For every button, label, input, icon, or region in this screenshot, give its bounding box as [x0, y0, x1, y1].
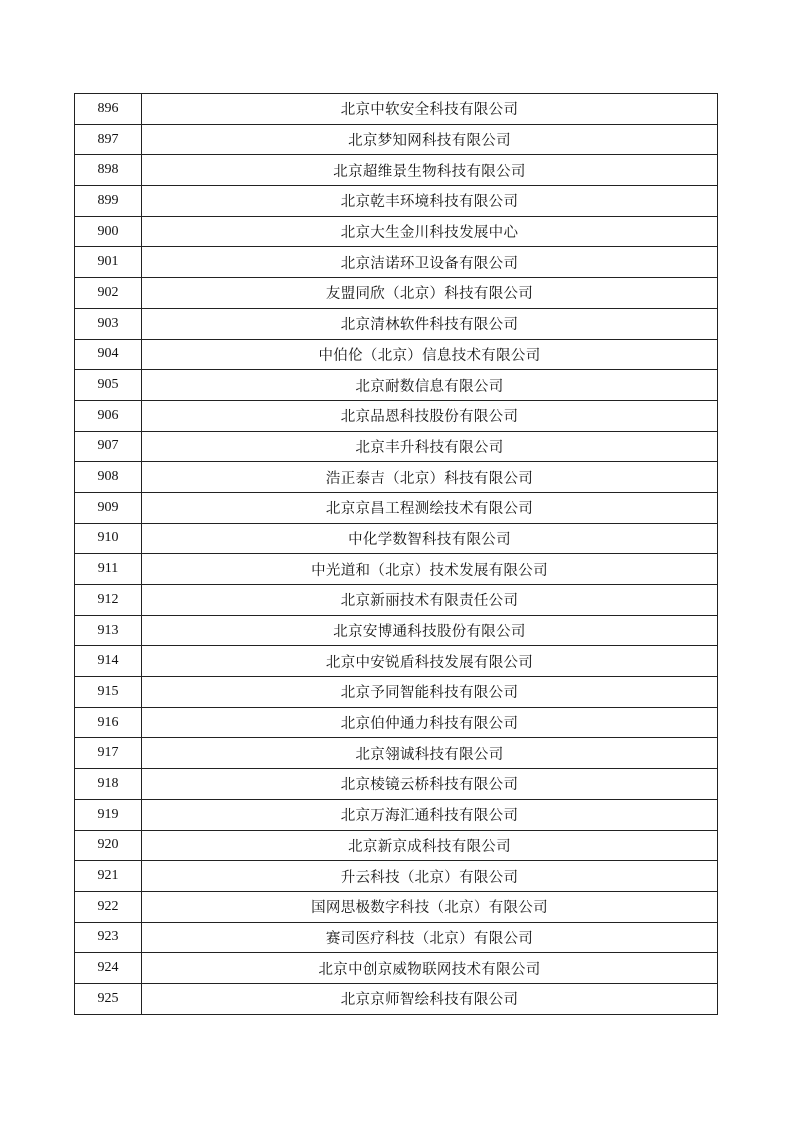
table-row	[75, 615, 718, 646]
table-row	[75, 554, 718, 585]
company-name-cell: 浩正泰吉（北京）科技有限公司	[142, 462, 718, 493]
table-row	[75, 738, 718, 769]
company-name-cell: 中光道和（北京）技术发展有限公司	[142, 554, 718, 585]
company-name-cell: 北京伯仲通力科技有限公司	[142, 707, 718, 738]
table-row	[75, 370, 718, 401]
row-number-cell: 909	[75, 492, 142, 523]
table-row	[75, 308, 718, 339]
company-name-cell: 北京万海汇通科技有限公司	[142, 799, 718, 830]
company-name-cell: 北京丰升科技有限公司	[142, 431, 718, 462]
table-row	[75, 155, 718, 186]
company-name-cell: 北京梦知网科技有限公司	[142, 124, 718, 155]
row-number-cell: 918	[75, 769, 142, 800]
company-name-cell: 北京安博通科技股份有限公司	[142, 615, 718, 646]
row-number-cell: 923	[75, 922, 142, 953]
company-name-cell: 升云科技（北京）有限公司	[142, 861, 718, 892]
table-row	[75, 677, 718, 708]
row-number-cell: 915	[75, 677, 142, 708]
company-name-cell: 中伯伦（北京）信息技术有限公司	[142, 339, 718, 370]
company-name-cell: 北京品恩科技股份有限公司	[142, 400, 718, 431]
row-number-cell: 925	[75, 983, 142, 1014]
table-row	[75, 646, 718, 677]
company-name-cell: 北京翎诚科技有限公司	[142, 738, 718, 769]
row-number-cell: 914	[75, 646, 142, 677]
company-name-cell: 北京清林软件科技有限公司	[142, 308, 718, 339]
row-number-cell: 903	[75, 308, 142, 339]
row-number-cell: 906	[75, 400, 142, 431]
row-number-cell: 924	[75, 953, 142, 984]
company-name-cell: 北京棱镜云桥科技有限公司	[142, 769, 718, 800]
row-number-cell: 922	[75, 891, 142, 922]
row-number-cell: 920	[75, 830, 142, 861]
company-name-cell: 北京耐数信息有限公司	[142, 370, 718, 401]
company-name-cell: 北京中安锐盾科技发展有限公司	[142, 646, 718, 677]
table-row	[75, 891, 718, 922]
company-name-cell: 北京新京成科技有限公司	[142, 830, 718, 861]
company-name-cell: 北京予同智能科技有限公司	[142, 677, 718, 708]
table-row	[75, 339, 718, 370]
row-number-cell: 905	[75, 370, 142, 401]
row-number-cell: 908	[75, 462, 142, 493]
table-row	[75, 769, 718, 800]
table-row	[75, 830, 718, 861]
row-number-cell: 897	[75, 124, 142, 155]
row-number-cell: 899	[75, 186, 142, 217]
table-row	[75, 186, 718, 217]
row-number-cell: 910	[75, 523, 142, 554]
company-name-cell: 中化学数智科技有限公司	[142, 523, 718, 554]
row-number-cell: 902	[75, 278, 142, 309]
company-name-cell: 北京新丽技术有限责任公司	[142, 585, 718, 616]
table-row	[75, 799, 718, 830]
table-row	[75, 492, 718, 523]
company-name-cell: 友盟同欣（北京）科技有限公司	[142, 278, 718, 309]
table-row	[75, 523, 718, 554]
company-name-cell: 北京京师智绘科技有限公司	[142, 983, 718, 1014]
company-name-cell: 北京乾丰环境科技有限公司	[142, 186, 718, 217]
row-number-cell: 904	[75, 339, 142, 370]
row-number-cell: 916	[75, 707, 142, 738]
row-number-cell: 896	[75, 94, 142, 125]
table-row	[75, 94, 718, 125]
company-name-cell: 北京大生金川科技发展中心	[142, 216, 718, 247]
table-row	[75, 707, 718, 738]
row-number-cell: 907	[75, 431, 142, 462]
row-number-cell: 901	[75, 247, 142, 278]
company-name-cell: 北京京昌工程测绘技术有限公司	[142, 492, 718, 523]
table-row	[75, 983, 718, 1014]
table-row	[75, 431, 718, 462]
table-row	[75, 585, 718, 616]
row-number-cell: 900	[75, 216, 142, 247]
table-row	[75, 861, 718, 892]
company-name-cell: 国网思极数字科技（北京）有限公司	[142, 891, 718, 922]
company-name-cell: 赛司医疗科技（北京）有限公司	[142, 922, 718, 953]
company-name-cell: 北京超维景生物科技有限公司	[142, 155, 718, 186]
table-row	[75, 247, 718, 278]
table-row	[75, 400, 718, 431]
row-number-cell: 898	[75, 155, 142, 186]
company-name-cell: 北京中软安全科技有限公司	[142, 94, 718, 125]
table-row	[75, 922, 718, 953]
company-list-table	[74, 93, 718, 1015]
row-number-cell: 911	[75, 554, 142, 585]
company-name-cell: 北京中创京威物联网技术有限公司	[142, 953, 718, 984]
table-row	[75, 953, 718, 984]
table-row	[75, 124, 718, 155]
table-row	[75, 278, 718, 309]
row-number-cell: 917	[75, 738, 142, 769]
company-list-body	[75, 94, 718, 1015]
row-number-cell: 919	[75, 799, 142, 830]
row-number-cell: 913	[75, 615, 142, 646]
company-name-cell: 北京洁诺环卫设备有限公司	[142, 247, 718, 278]
table-row	[75, 216, 718, 247]
row-number-cell: 921	[75, 861, 142, 892]
row-number-cell: 912	[75, 585, 142, 616]
table-row	[75, 462, 718, 493]
